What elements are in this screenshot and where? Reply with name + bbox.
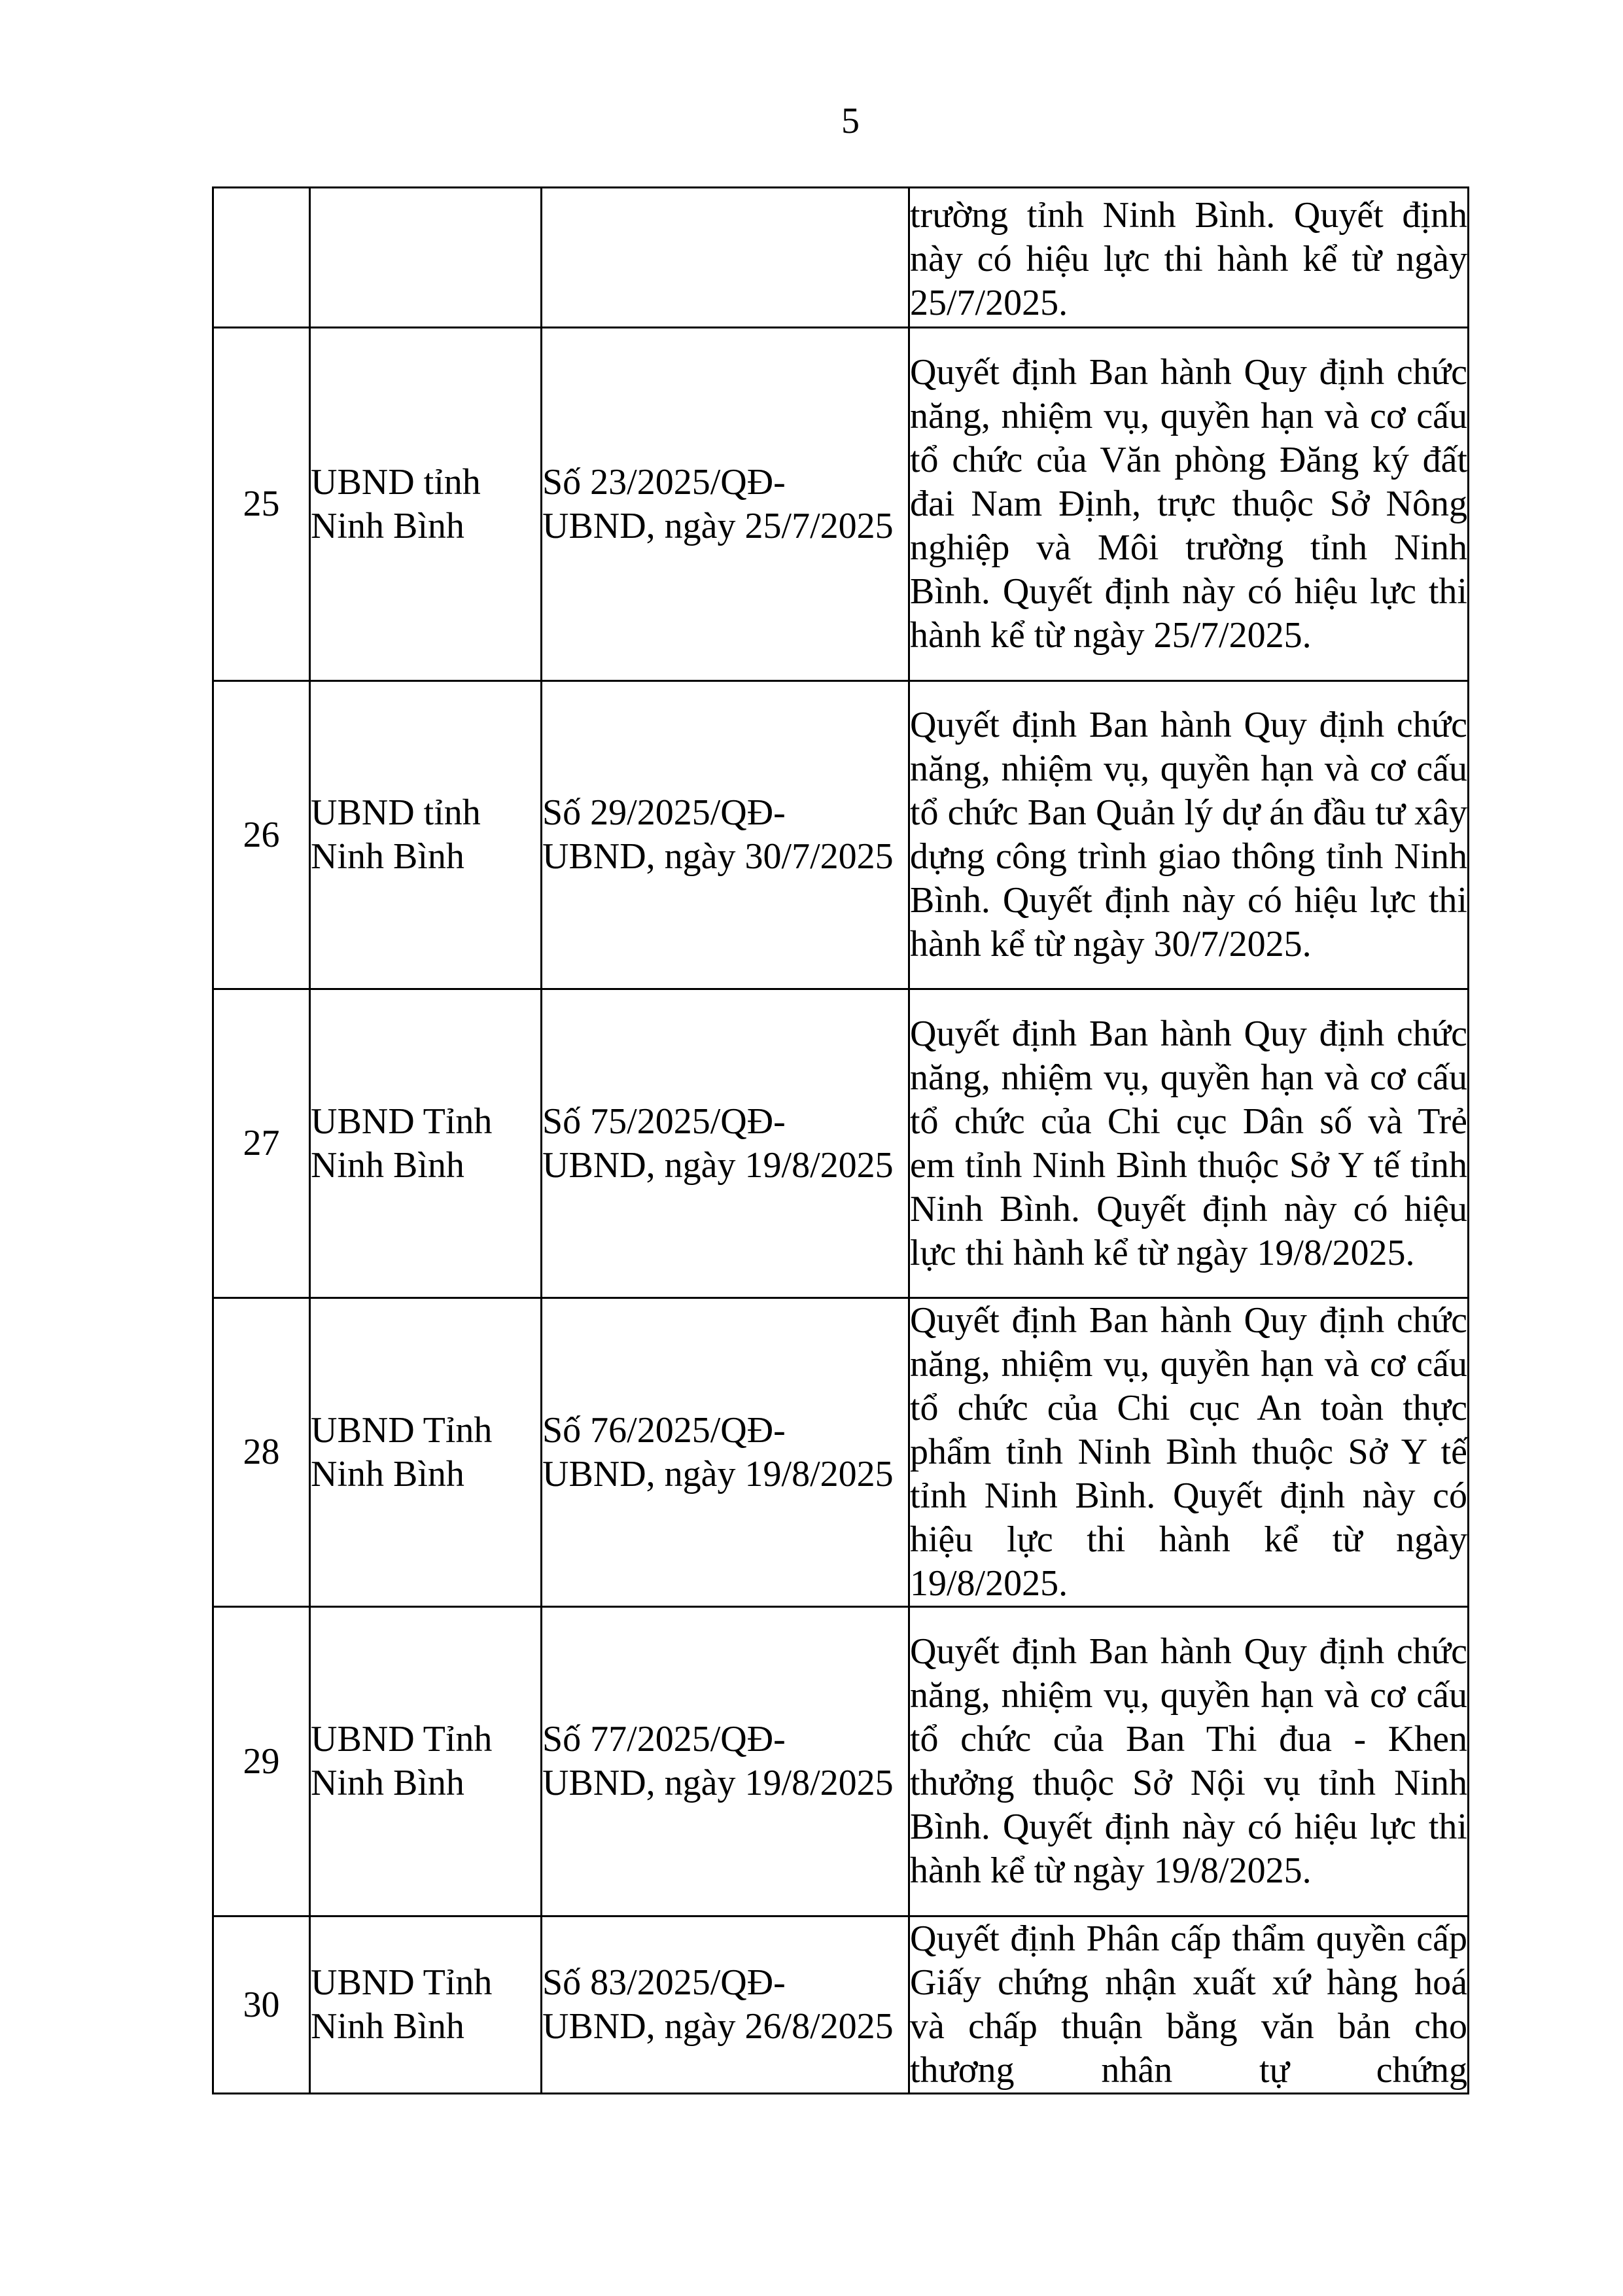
content-cell — [909, 681, 1469, 989]
document-date-line: UBND, ngày 19/8/2025 — [542, 1763, 894, 1803]
row-number-cell: 25 — [213, 328, 310, 681]
row-number-cell: 26 — [213, 681, 310, 989]
row-number-cell: 30 — [213, 1916, 310, 2094]
issuer-line: Ninh Bình — [311, 836, 464, 877]
content-cell — [909, 1607, 1469, 1916]
content-text: Quyết định Ban hành Quy định chức năng, nhiệm vụ, quyền hạn và cơ cấu tổ chức Ban Quản lý dự án đầu tư xây dựng công trình giao thông tỉnh Ninh Bình. Quyết định này có hiệu lực thi hành kể từ ngày 30/7/2025. — [910, 705, 1467, 964]
document-number-line: Số 76/2025/QĐ- — [542, 1409, 786, 1451]
decision-table — [212, 186, 1469, 2094]
content-cell — [909, 188, 1469, 328]
issuer-line: Ninh Bình — [311, 1144, 464, 1186]
issuer-cell — [310, 1916, 542, 2094]
issuer-line: Ninh Bình — [311, 505, 464, 546]
document-date-line: UBND, ngày 19/8/2025 — [542, 1453, 894, 1494]
content-text: Quyết định Ban hành Quy định chức năng, nhiệm vụ, quyền hạn và cơ cấu tổ chức của Chi cục An toàn thực phẩm tỉnh Ninh Bình thuộc Sở Y tế tỉnh Ninh Bình. Quyết định này có hiệu lực thi hành kể từ ngày 19/8/2025. — [910, 1300, 1467, 1604]
document-number-cell — [542, 989, 909, 1298]
issuer-line: UBND Tỉnh — [311, 1409, 493, 1451]
document-number-line: Số 23/2025/QĐ- — [542, 461, 786, 503]
issuer-line: Ninh Bình — [311, 1763, 464, 1803]
issuer-cell — [310, 1607, 542, 1916]
row-number-cell: 27 — [213, 989, 310, 1298]
document-number-cell — [542, 1607, 909, 1916]
content-cell — [909, 1298, 1469, 1607]
content-text: Quyết định Ban hành Quy định chức năng, nhiệm vụ, quyền hạn và cơ cấu tổ chức của Ban Thi đua - Khen thưởng thuộc Sở Nội vụ tỉnh Ninh Bình. Quyết định này có hiệu lực thi hành kể từ ngày 19/8/2025. — [910, 1631, 1467, 1891]
document-date-line: UBND, ngày 30/7/2025 — [542, 836, 894, 877]
table-row — [213, 1916, 1469, 2094]
table-row — [213, 1607, 1469, 1916]
row-number-cell: 29 — [213, 1607, 310, 1916]
document-number-cell — [542, 188, 909, 328]
document-number-line: Số 75/2025/QĐ- — [542, 1101, 786, 1142]
issuer-cell — [310, 188, 542, 328]
content-text: Quyết định Ban hành Quy định chức năng, nhiệm vụ, quyền hạn và cơ cấu tổ chức của Chi cục Dân số và Trẻ em tỉnh Ninh Bình thuộc Sở Y tế tỉnh Ninh Bình. Quyết định này có hiệu lực thi hành kể từ ngày 19/8/2025. — [910, 1013, 1467, 1273]
issuer-cell — [310, 328, 542, 681]
content-text: trường tỉnh Ninh Bình. Quyết định này có hiệu lực thi hành kể từ ngày 25/7/2025. — [910, 195, 1467, 323]
document-number-cell — [542, 681, 909, 989]
content-text: Quyết định Phân cấp thẩm quyền cấp Giấy chứng nhận xuất xứ hàng hoá và chấp thuận bằng văn bản cho thương nhân tự chứng — [910, 1918, 1467, 2091]
document-number-cell — [542, 1298, 909, 1607]
document-date-line: UBND, ngày 25/7/2025 — [542, 505, 894, 546]
issuer-line: UBND Tỉnh — [311, 1719, 493, 1759]
table-row-continuation — [213, 188, 1469, 328]
document-number-line: Số 83/2025/QĐ- — [542, 1962, 786, 2003]
content-cell — [909, 328, 1469, 681]
table-row — [213, 989, 1469, 1298]
content-text: Quyết định Ban hành Quy định chức năng, nhiệm vụ, quyền hạn và cơ cấu tổ chức của Văn phòng Đăng ký đất đai Nam Định, trực thuộc Sở Nông nghiệp và Môi trường tỉnh Ninh Bình. Quyết định này có hiệu lực thi hành kể từ ngày 25/7/2025. — [910, 352, 1467, 656]
issuer-cell — [310, 989, 542, 1298]
document-number-line: Số 77/2025/QĐ- — [542, 1719, 786, 1759]
issuer-cell — [310, 1298, 542, 1607]
table-row — [213, 681, 1469, 989]
document-number-cell — [542, 1916, 909, 2094]
issuer-cell — [310, 681, 542, 989]
document-date-line: UBND, ngày 19/8/2025 — [542, 1144, 894, 1186]
issuer-line: Ninh Bình — [311, 1453, 464, 1494]
content-cell — [909, 989, 1469, 1298]
table-row — [213, 1298, 1469, 1607]
issuer-line: UBND Tỉnh — [311, 1101, 493, 1142]
row-number-cell: 28 — [213, 1298, 310, 1607]
issuer-line: UBND Tỉnh — [311, 1962, 493, 2003]
issuer-line: UBND tỉnh — [311, 461, 481, 503]
issuer-line: UBND tỉnh — [311, 792, 481, 833]
document-date-line: UBND, ngày 26/8/2025 — [542, 2006, 894, 2047]
table-row — [213, 328, 1469, 681]
content-cell — [909, 1916, 1469, 2094]
document-number-line: Số 29/2025/QĐ- — [542, 792, 786, 833]
page-number: 5 — [841, 101, 860, 141]
issuer-line: Ninh Bình — [311, 2006, 464, 2047]
row-number-cell — [213, 188, 310, 328]
document-number-cell — [542, 328, 909, 681]
